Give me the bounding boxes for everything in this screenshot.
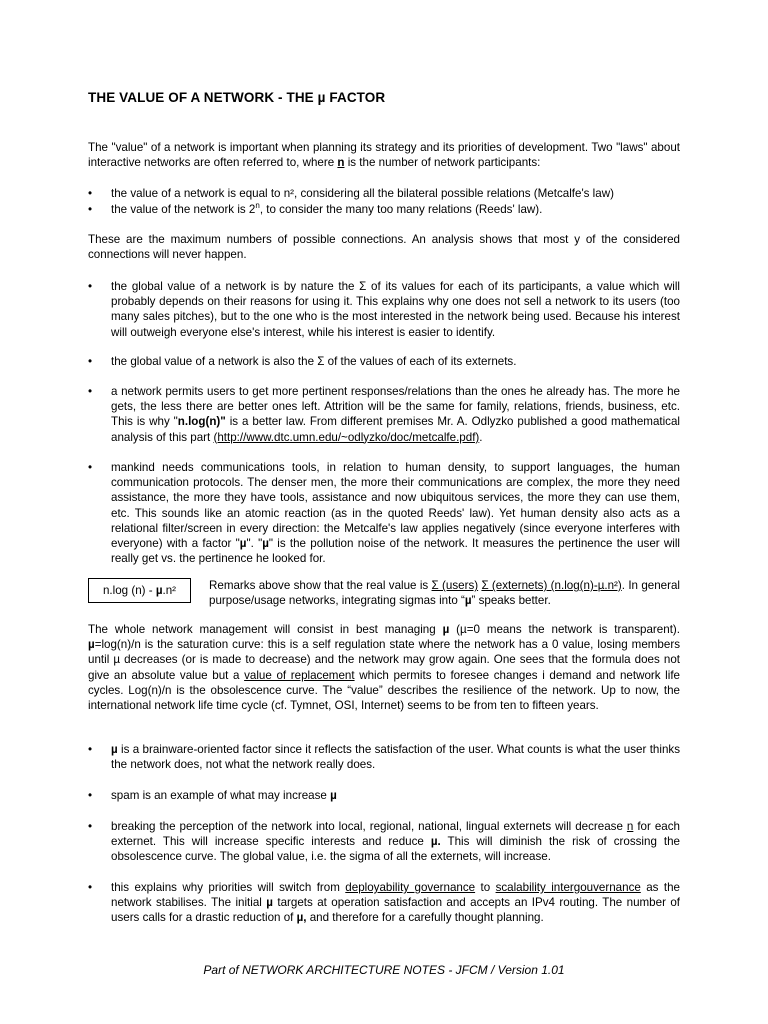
formula-box: n.log (n) - µ.n² [88, 578, 191, 603]
list-item-externets: • breaking the perception of the network into local, regional, national, lingual externets will decrease n for each externet. This will increase specific interests and reduce µ. This will diminish the risk of crossing the obsolescence curve. The global value, i.e. the sigma of all the externets, will increase. [88, 820, 680, 864]
list-item-priorities: • this explains why priorities will switch from deployability governance to scalability intergouvernance as the network stabilises. The initial µ targets at operation satisfaction and accepts an IPv4 routing. The number of users calls for a drastic reduction of µ, and therefore for a carefully thought planning. [88, 881, 680, 925]
list-item-global-value: • the global value of a network is by nature the Σ of its values for each of its participants, a value which will probably depends on their reasons for using it. This explains why one does not sell a network to its users (too many sales pitches), but to the one who is the most interested in the network being used. Because his interest will outweigh everyone else's interest, while his interest is easier to identify. [88, 280, 680, 339]
list-item-externets-value: • the global value of a network is also the Σ of the values of each of its externets. [88, 355, 517, 368]
list-item-spam: • spam is an example of what may increase µ [88, 789, 337, 802]
paragraph-max-connections: These are the maximum numbers of possible connections. An analysis shows that most y of the considered connections will never happen. [88, 233, 680, 262]
list-item-brainware: • µ is a brainware-oriented factor since it reflects the satisfaction of the user. What counts is what the user thinks the network does, not what the network really does. [88, 743, 680, 772]
list-item-human-density: • mankind needs communications tools, in relation to human density, to support languages, the human communication protocols. The denser men, the more their communications are complex, the more they need assistance, the more they have tools, assistance and now ubiquitous services, the more they can use them, etc. This sounds like an atomic reaction (as in the quoted Reeds' law). Yet human density also acts as a relational filter/screen in every direction: the Metcalfe's law applies negatively (since everyone interferes with everyone) with a factor "µ". "µ" is the pollution noise of the network. It measures the pertinence the user will really get vs. the pertinence he looked for. [88, 461, 680, 566]
document-title: THE VALUE OF A NETWORK - THE µ FACTOR [88, 90, 386, 105]
paragraph-network-management: The whole network management will consist in best managing µ (µ=0 means the network is transparent). µ=log(n)/n is the saturation curve: this is a self regulation state where the network has a 0 value, losing members until µ decreases (or is made to decrease) and the network may grow again. One sees that the formula does not give an absolute value but a value of replacement which permits to foresee changes i demand and network life cycles. Log(n)/n is the obsolescence curve. The “value” describes the resilience of the network. Up to now, the international network life time cycle (cf. Tymnet, OSI, Internet) seems to be from ten to fifteen years. [88, 623, 681, 713]
intro-paragraph: The "value" of a network is important when planning its strategy and its priorities of development. Two "laws" about interactive networks are often referred to, where n is the number of network participants: [88, 141, 680, 170]
remarks-paragraph: Remarks above show that the real value is Σ (users) Σ (externets) (n.log(n)-µ.n²). In general purpose/usage networks, integrating sigmas into “µ” speaks better. [209, 579, 680, 608]
odlyzko-link[interactable]: (http://www.dtc.umn.edu/~odlyzko/doc/metcalfe.pdf) [213, 430, 480, 444]
list-item-reeds-law: • the value of the network is 2$^n$, to consider the many too many relations (Reeds' law). [88, 201, 543, 216]
page-footer: Part of NETWORK ARCHITECTURE NOTES - JFCM / Version 1.01 [203, 963, 565, 977]
list-item-nlogn-law: • a network permits users to get more pertinent responses/relations than the ones he already has. The more he gets, the less there are better ones left. Attrition will be the same for family, relations, friends, business, etc. This is why "n.log(n)" is a better law. From different premises Mr. A. Odlyzko published a good mathematical analysis of this part (http://www.dtc.umn.edu/~odlyzko/doc/metcalfe.pdf). [88, 385, 681, 444]
list-item-metcalfe-law: • the value of a network is equal to n², considering all the bilateral possible relations (Metcalfe's law) [88, 187, 614, 200]
